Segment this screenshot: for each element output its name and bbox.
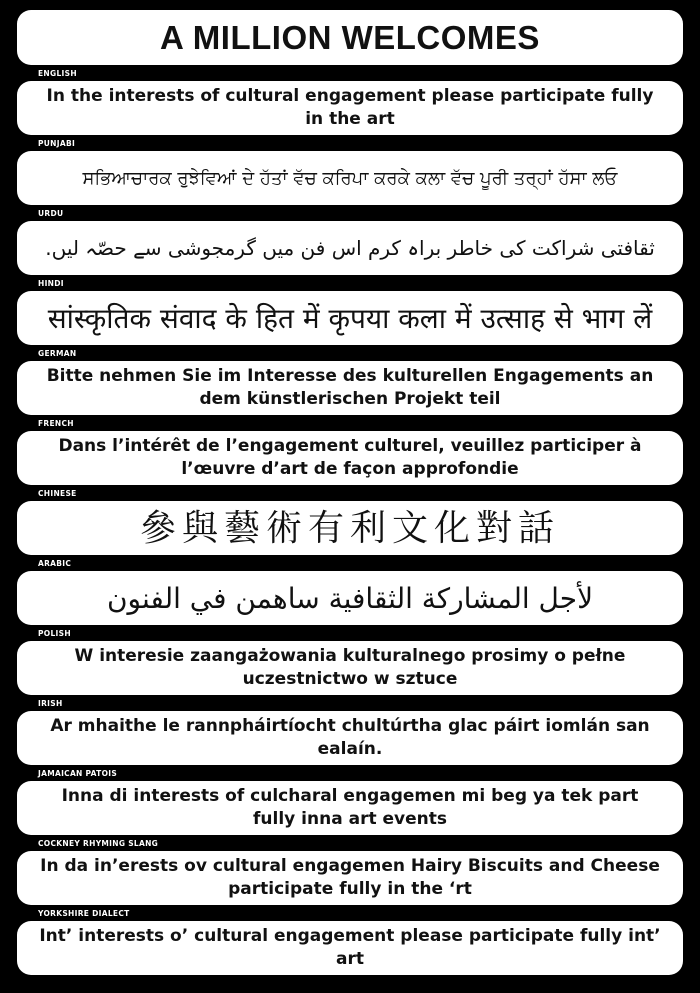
language-label-french: FRENCH xyxy=(38,419,74,428)
poster-title: A MILLION WELCOMES xyxy=(17,10,683,65)
translation-chinese: 參與藝術有利文化對話 xyxy=(17,501,683,555)
section-chinese xyxy=(17,486,683,555)
translation-german: Bitte nehmen Sie im Interesse des kulturellen Engagements an dem künstlerischen Projekt teil xyxy=(17,361,683,415)
translation-jamaican-patois: Inna di interests of culcharal engagemen mi beg ya tek part fully inna art events xyxy=(17,781,683,835)
language-label-polish: POLISH xyxy=(38,629,71,638)
section-hindi xyxy=(17,276,683,345)
language-label-hindi: HINDI xyxy=(38,279,64,288)
translation-hindi: सांस्कृतिक संवाद के हित में कृपया कला में उत्साह से भाग लें xyxy=(17,291,683,345)
section-yorkshire-dialect xyxy=(17,906,683,975)
section-english xyxy=(17,66,683,135)
section-german xyxy=(17,346,683,415)
translation-punjabi: ਸਭਿਆਚਾਰਕ ਰੁਝੇਵਿਆਂ ਦੇ ਹੱਤਾਂ ਵੱਚ ਕਰਿਪਾ ਕਰਕੇ ਕਲਾ ਵੱਚ ਪੂਰੀ ਤਰ੍ਹਾਂ ਹੱਸਾ ਲਓ xyxy=(17,151,683,205)
language-label-chinese: CHINESE xyxy=(38,489,77,498)
translation-english: In the interests of cultural engagement please participate fully in the art xyxy=(17,81,683,135)
translation-irish: Ar mhaithe le rannpháirtíocht chultúrtha glac páirt iomlán san ealaín. xyxy=(17,711,683,765)
translation-french: Dans l’intérêt de l’engagement culturel, veuillez participer à l’œuvre d’art de façon approfondie xyxy=(17,431,683,485)
section-cockney-rhyming-slang xyxy=(17,836,683,905)
section-punjabi xyxy=(17,136,683,205)
language-label-irish: IRISH xyxy=(38,699,63,708)
language-label-english: ENGLISH xyxy=(38,69,77,78)
translation-polish: W interesie zaangażowania kulturalnego prosimy o pełne uczestnictwo w sztuce xyxy=(17,641,683,695)
language-label-german: GERMAN xyxy=(38,349,77,358)
section-irish xyxy=(17,696,683,765)
section-arabic xyxy=(17,556,683,625)
language-label-yorkshire-dialect: YORKSHIRE DIALECT xyxy=(38,909,130,918)
language-label-jamaican-patois: JAMAICAN PATOIS xyxy=(38,769,118,778)
translation-cockney-rhyming-slang: In da in’erests ov cultural engagemen Hairy Biscuits and Cheese participate fully in the ‘rt xyxy=(17,851,683,905)
language-label-cockney-rhyming-slang: COCKNEY RHYMING SLANG xyxy=(38,839,159,848)
translation-urdu: ثقافتی شراکت کی خاطر براہ کرم اس فن میں گرمجوشی سے حصّہ لیں. xyxy=(17,221,683,275)
translation-arabic: لأجل المشاركة الثقافية ساهمن في الفنون xyxy=(17,571,683,625)
section-urdu xyxy=(17,206,683,275)
section-french xyxy=(17,416,683,485)
section-polish xyxy=(17,626,683,695)
language-label-arabic: ARABIC xyxy=(38,559,72,568)
language-label-urdu: URDU xyxy=(38,209,64,218)
translation-yorkshire-dialect: Int’ interests o’ cultural engagement please participate fully int’ art xyxy=(17,921,683,975)
language-label-punjabi: PUNJABI xyxy=(38,139,76,148)
section-jamaican-patois xyxy=(17,766,683,835)
